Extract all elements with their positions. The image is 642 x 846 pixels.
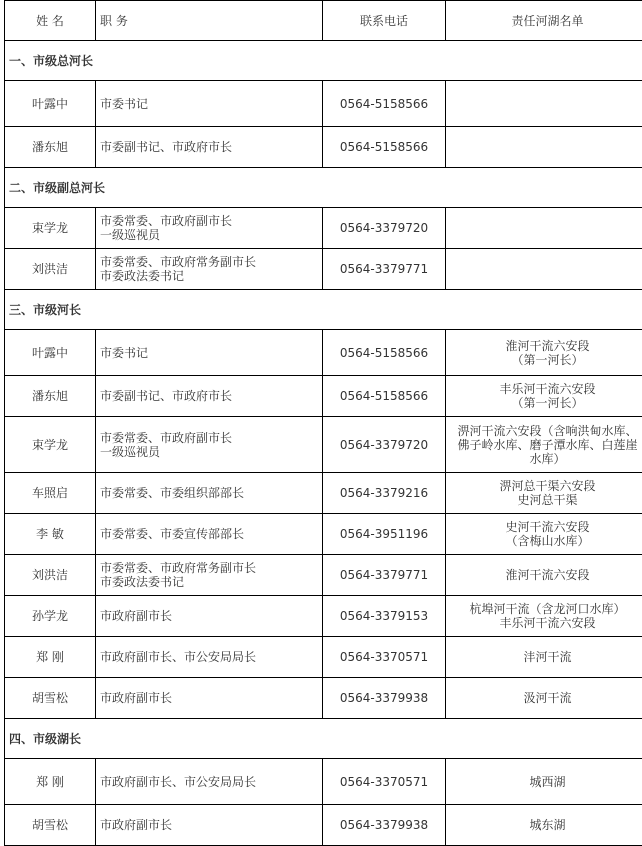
river-cell: 沣河干流 [446,637,642,678]
phone-cell: 0564-3379771 [323,555,446,596]
section-title: 一、市级总河长 [5,41,642,81]
name-cell: 郑 刚 [5,759,96,805]
name-cell: 束学龙 [5,208,96,249]
header-row [5,1,642,41]
table-row [5,417,642,473]
role-cell: 市委常委、市政府副市长 一级巡视员 [96,208,323,249]
role-cell: 市委书记 [96,330,323,376]
river-cell: 淮河干流六安段 [446,555,642,596]
section-title: 二、市级副总河长 [5,168,642,208]
table-row [5,330,642,376]
role-cell: 市政府副市长 [96,678,323,719]
role-cell: 市政府副市长、市公安局局长 [96,759,323,805]
header-phone: 联系电话 [323,1,446,41]
river-cell: 淠河总干渠六安段 史河总干渠 [446,473,642,514]
table-row [5,555,642,596]
phone-cell: 0564-3379153 [323,596,446,637]
section-row [5,168,642,208]
table-row [5,596,642,637]
name-cell: 束学龙 [5,417,96,473]
role-cell: 市政府副市长、市公安局局长 [96,637,323,678]
name-cell: 刘洪洁 [5,249,96,290]
phone-cell: 0564-3379216 [323,473,446,514]
role-cell: 市委常委、市政府常务副市长 市委政法委书记 [96,555,323,596]
table-row [5,514,642,555]
header-name: 姓 名 [5,1,96,41]
section-title: 四、市级湖长 [5,719,642,759]
phone-cell: 0564-3379720 [323,208,446,249]
name-cell: 李 敏 [5,514,96,555]
role-cell: 市委常委、市委组织部部长 [96,473,323,514]
phone-cell: 0564-5158566 [323,81,446,127]
table-row [5,376,642,417]
role-cell: 市委常委、市委宣传部部长 [96,514,323,555]
role-cell: 市委常委、市政府常务副市长 市委政法委书记 [96,249,323,290]
river-cell: 杭埠河干流（含龙河口水库） 丰乐河干流六安段 [446,596,642,637]
name-cell: 车照启 [5,473,96,514]
river-cell [446,208,642,249]
name-cell: 潘东旭 [5,127,96,168]
section-title: 三、市级河长 [5,290,642,330]
table-row [5,249,642,290]
table-row [5,805,642,846]
table-row [5,127,642,168]
river-cell: 城东湖 [446,805,642,846]
phone-cell: 0564-5158566 [323,330,446,376]
name-cell: 叶露中 [5,330,96,376]
name-cell: 郑 刚 [5,637,96,678]
river-cell: 淠河干流六安段（含响洪甸水库、 佛子岭水库、磨子潭水库、白莲崖 水库） [446,417,642,473]
river-cell: 丰乐河干流六安段 （第一河长） [446,376,642,417]
phone-cell: 0564-3379771 [323,249,446,290]
role-cell: 市政府副市长 [96,805,323,846]
name-cell: 潘东旭 [5,376,96,417]
role-cell: 市委副书记、市政府市长 [96,376,323,417]
name-cell: 刘洪洁 [5,555,96,596]
role-cell: 市委常委、市政府副市长 一级巡视员 [96,417,323,473]
river-cell [446,249,642,290]
table-row [5,81,642,127]
river-chief-table [4,0,642,846]
name-cell: 胡雪松 [5,805,96,846]
role-cell: 市委副书记、市政府市长 [96,127,323,168]
phone-cell: 0564-3370571 [323,637,446,678]
section-row [5,41,642,81]
table-row [5,208,642,249]
header-river: 责任河湖名单 [446,1,642,41]
section-row [5,290,642,330]
name-cell: 胡雪松 [5,678,96,719]
name-cell: 孙学龙 [5,596,96,637]
river-cell: 汲河干流 [446,678,642,719]
phone-cell: 0564-3379938 [323,805,446,846]
table-row [5,637,642,678]
phone-cell: 0564-3951196 [323,514,446,555]
river-cell: 城西湖 [446,759,642,805]
phone-cell: 0564-5158566 [323,376,446,417]
role-cell: 市政府副市长 [96,596,323,637]
phone-cell: 0564-5158566 [323,127,446,168]
river-cell [446,127,642,168]
name-cell: 叶露中 [5,81,96,127]
phone-cell: 0564-3370571 [323,759,446,805]
section-row [5,719,642,759]
river-cell [446,81,642,127]
river-cell: 淮河干流六安段 （第一河长） [446,330,642,376]
role-cell: 市委书记 [96,81,323,127]
header-role: 职 务 [96,1,323,41]
table-row [5,678,642,719]
phone-cell: 0564-3379720 [323,417,446,473]
river-cell: 史河干流六安段 （含梅山水库） [446,514,642,555]
phone-cell: 0564-3379938 [323,678,446,719]
table-row [5,759,642,805]
table-row [5,473,642,514]
